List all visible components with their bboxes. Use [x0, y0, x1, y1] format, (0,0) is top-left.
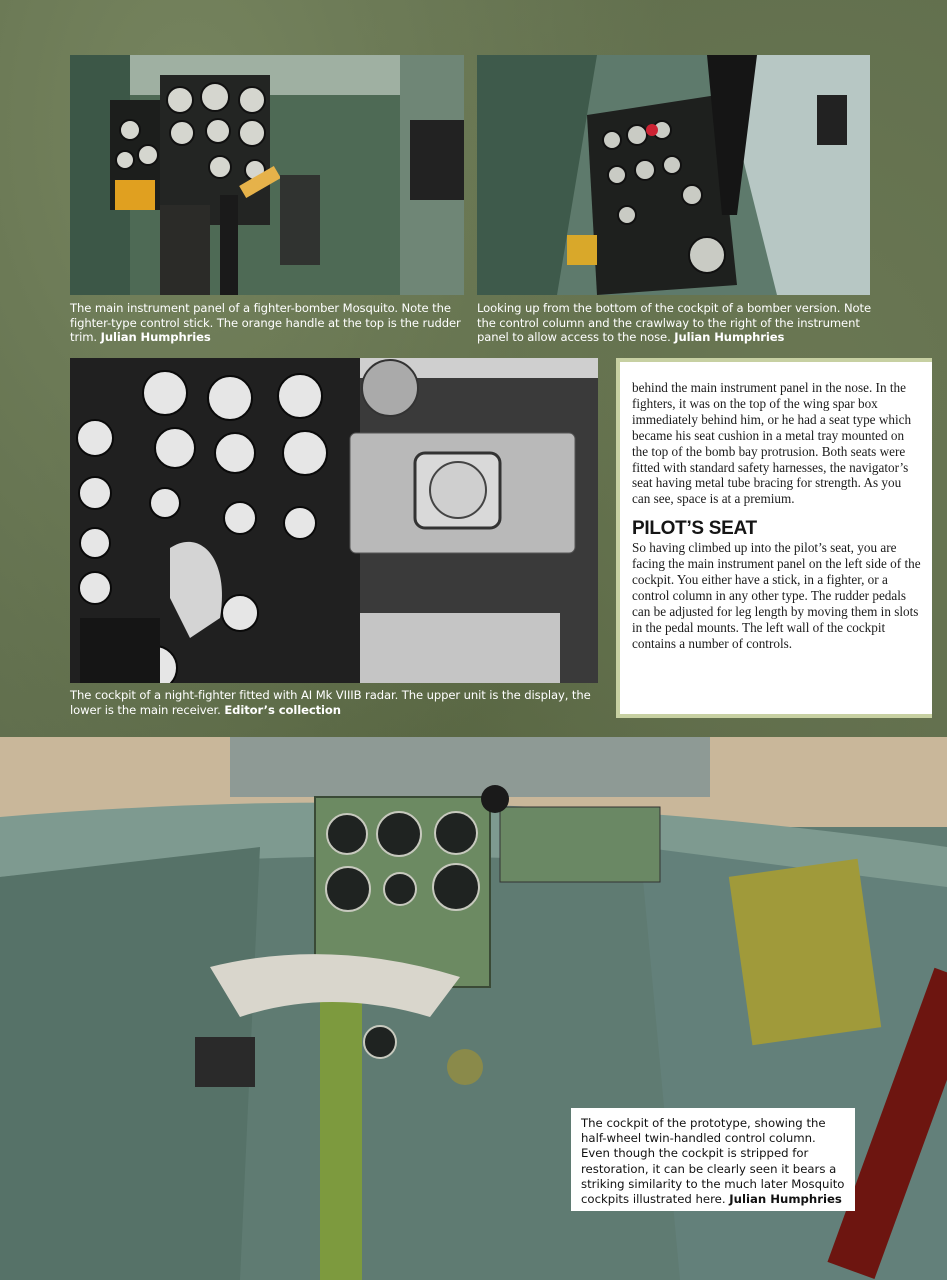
photo-credit: Editor’s collection	[224, 702, 341, 717]
article-text-box	[616, 358, 932, 718]
caption-fighter-panel: The main instrument panel of a fighter-bomber Mosquito. Note the fighter-type control stick. The orange handle at the top is the rudder trim. Julian Humphries	[70, 301, 461, 345]
section-heading: PILOT’S SEAT	[632, 518, 757, 540]
photo-fighter-panel	[70, 55, 464, 295]
photo-credit: Julian Humphries	[729, 1192, 842, 1207]
caption-night-fighter: The cockpit of a night-fighter fitted with AI Mk VIIIB radar. The upper unit is the display, the lower is the main receiver. Editor’s collection	[70, 688, 591, 717]
article-paragraph: behind the main instrument panel in the nose. In the fighters, it was on the top of the wing spar box immediately behind him, or he had a seat type which became his seat cushion in a metal tray mounted on the top of the bomb bay protrusion. Both seats were fitted with standard safety harnesses, the navigator’s seat having metal tube bracing for strength. As you can see, space is at a premium.	[632, 380, 912, 507]
photo-night-fighter	[70, 358, 598, 683]
article-paragraph: So having climbed up into the pilot’s seat, you are facing the main instrument panel on the left side of the cockpit. You either have a stick, in a fighter, or a control column in any other type. The rudder pedals can be adjusted for leg length by moving them in slots in the pedal mounts. The left wall of the cockpit contains a number of controls.	[632, 540, 921, 651]
caption-prototype: The cockpit of the prototype, showing the half-wheel twin-handled control column. Even though the cockpit is stripped for restoration, it can be clearly seen it bears a striking similarity to the much later Mosquito cockpits illustrated here. Julian Humphries	[571, 1108, 855, 1211]
photo-bomber-cockpit	[477, 55, 870, 295]
photo-credit: Julian Humphries	[674, 330, 785, 345]
photo-credit: Julian Humphries	[100, 330, 211, 345]
caption-bomber-cockpit: Looking up from the bottom of the cockpit of a bomber version. Note the control column and the crawlway to the right of the instrument panel to allow access to the nose. Julian Humphries	[477, 301, 872, 345]
